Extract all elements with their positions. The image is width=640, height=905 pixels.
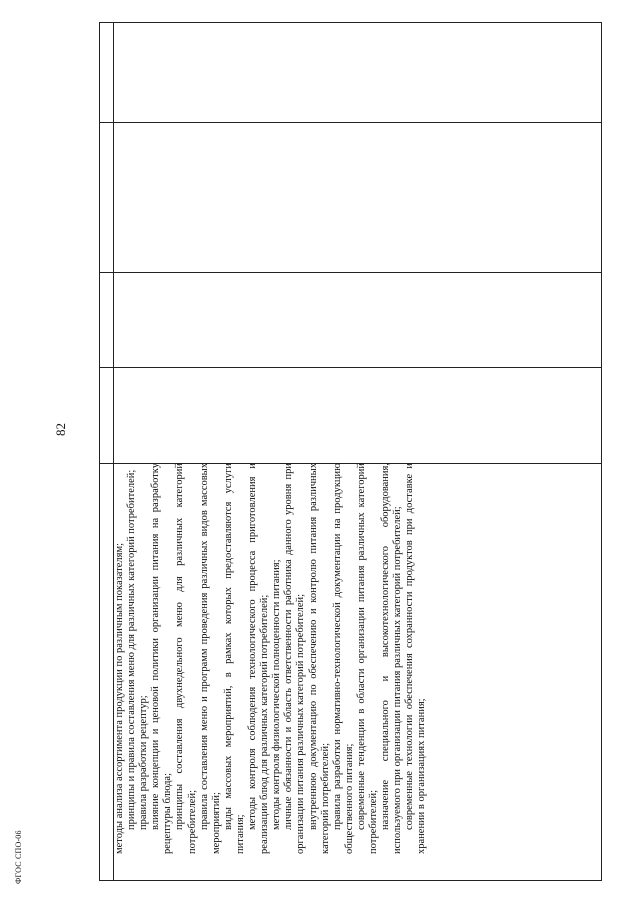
table-border-bottom <box>99 880 602 881</box>
list-item: назначение специального и высокотехнологического оборудования, используемого при организации питания различных категорий потребителей; <box>380 463 404 854</box>
table-border-left <box>99 22 100 881</box>
list-item: влияние концепции и ценовой политики организации питания на разработку рецептуры блюда; <box>150 463 174 854</box>
list-item: методы контроля физиологической полноценности питания; <box>271 559 283 830</box>
page-number: 82 <box>53 423 68 436</box>
list-item: правила составления меню и программ проведения различных видов массовых мероприятий; <box>198 463 222 854</box>
list-item: правила разработки рецептур; <box>138 695 150 830</box>
table-border-top <box>99 22 602 23</box>
knowledge-requirements-cell <box>114 463 598 854</box>
table-row-divider <box>99 272 602 273</box>
list-item: виды массовых мероприятий, в рамках которых предоставляются услуги питания; <box>222 463 246 854</box>
list-item: личные обязанности и область ответственности работника данного уровня при организации питания различных категорий потребителей; <box>283 463 307 854</box>
list-item: современные технологии обеспечения сохранности продуктов при доставке и хранении в организациях питания; <box>404 463 428 854</box>
footer-standard-code: ФГОС СПО-06 <box>14 830 23 884</box>
list-item: правила разработки нормативно-технологической документации на продукцию общественного питания; <box>331 463 355 854</box>
table-border-right <box>601 22 602 881</box>
list-item: принципы и правила составления меню для различных категорий потребителей; <box>126 469 138 830</box>
list-item: принципы составления двухнедельного меню для различных категорий потребителей; <box>174 463 198 854</box>
table-row-divider <box>99 367 602 368</box>
list-item: методы контроля соблюдения технологического процесса приготовления и реализации блюд для различных категорий потребителей; <box>247 463 271 854</box>
table-row-divider <box>99 122 602 123</box>
list-item: внутреннюю документацию по обеспечению и контролю питания различных категорий потребителей; <box>307 463 331 854</box>
list-item: методы анализа ассортимента продукции по различным показателям; <box>114 542 125 854</box>
list-item: современные тенденции в области организации питания различных категорий потребителей; <box>355 463 379 854</box>
